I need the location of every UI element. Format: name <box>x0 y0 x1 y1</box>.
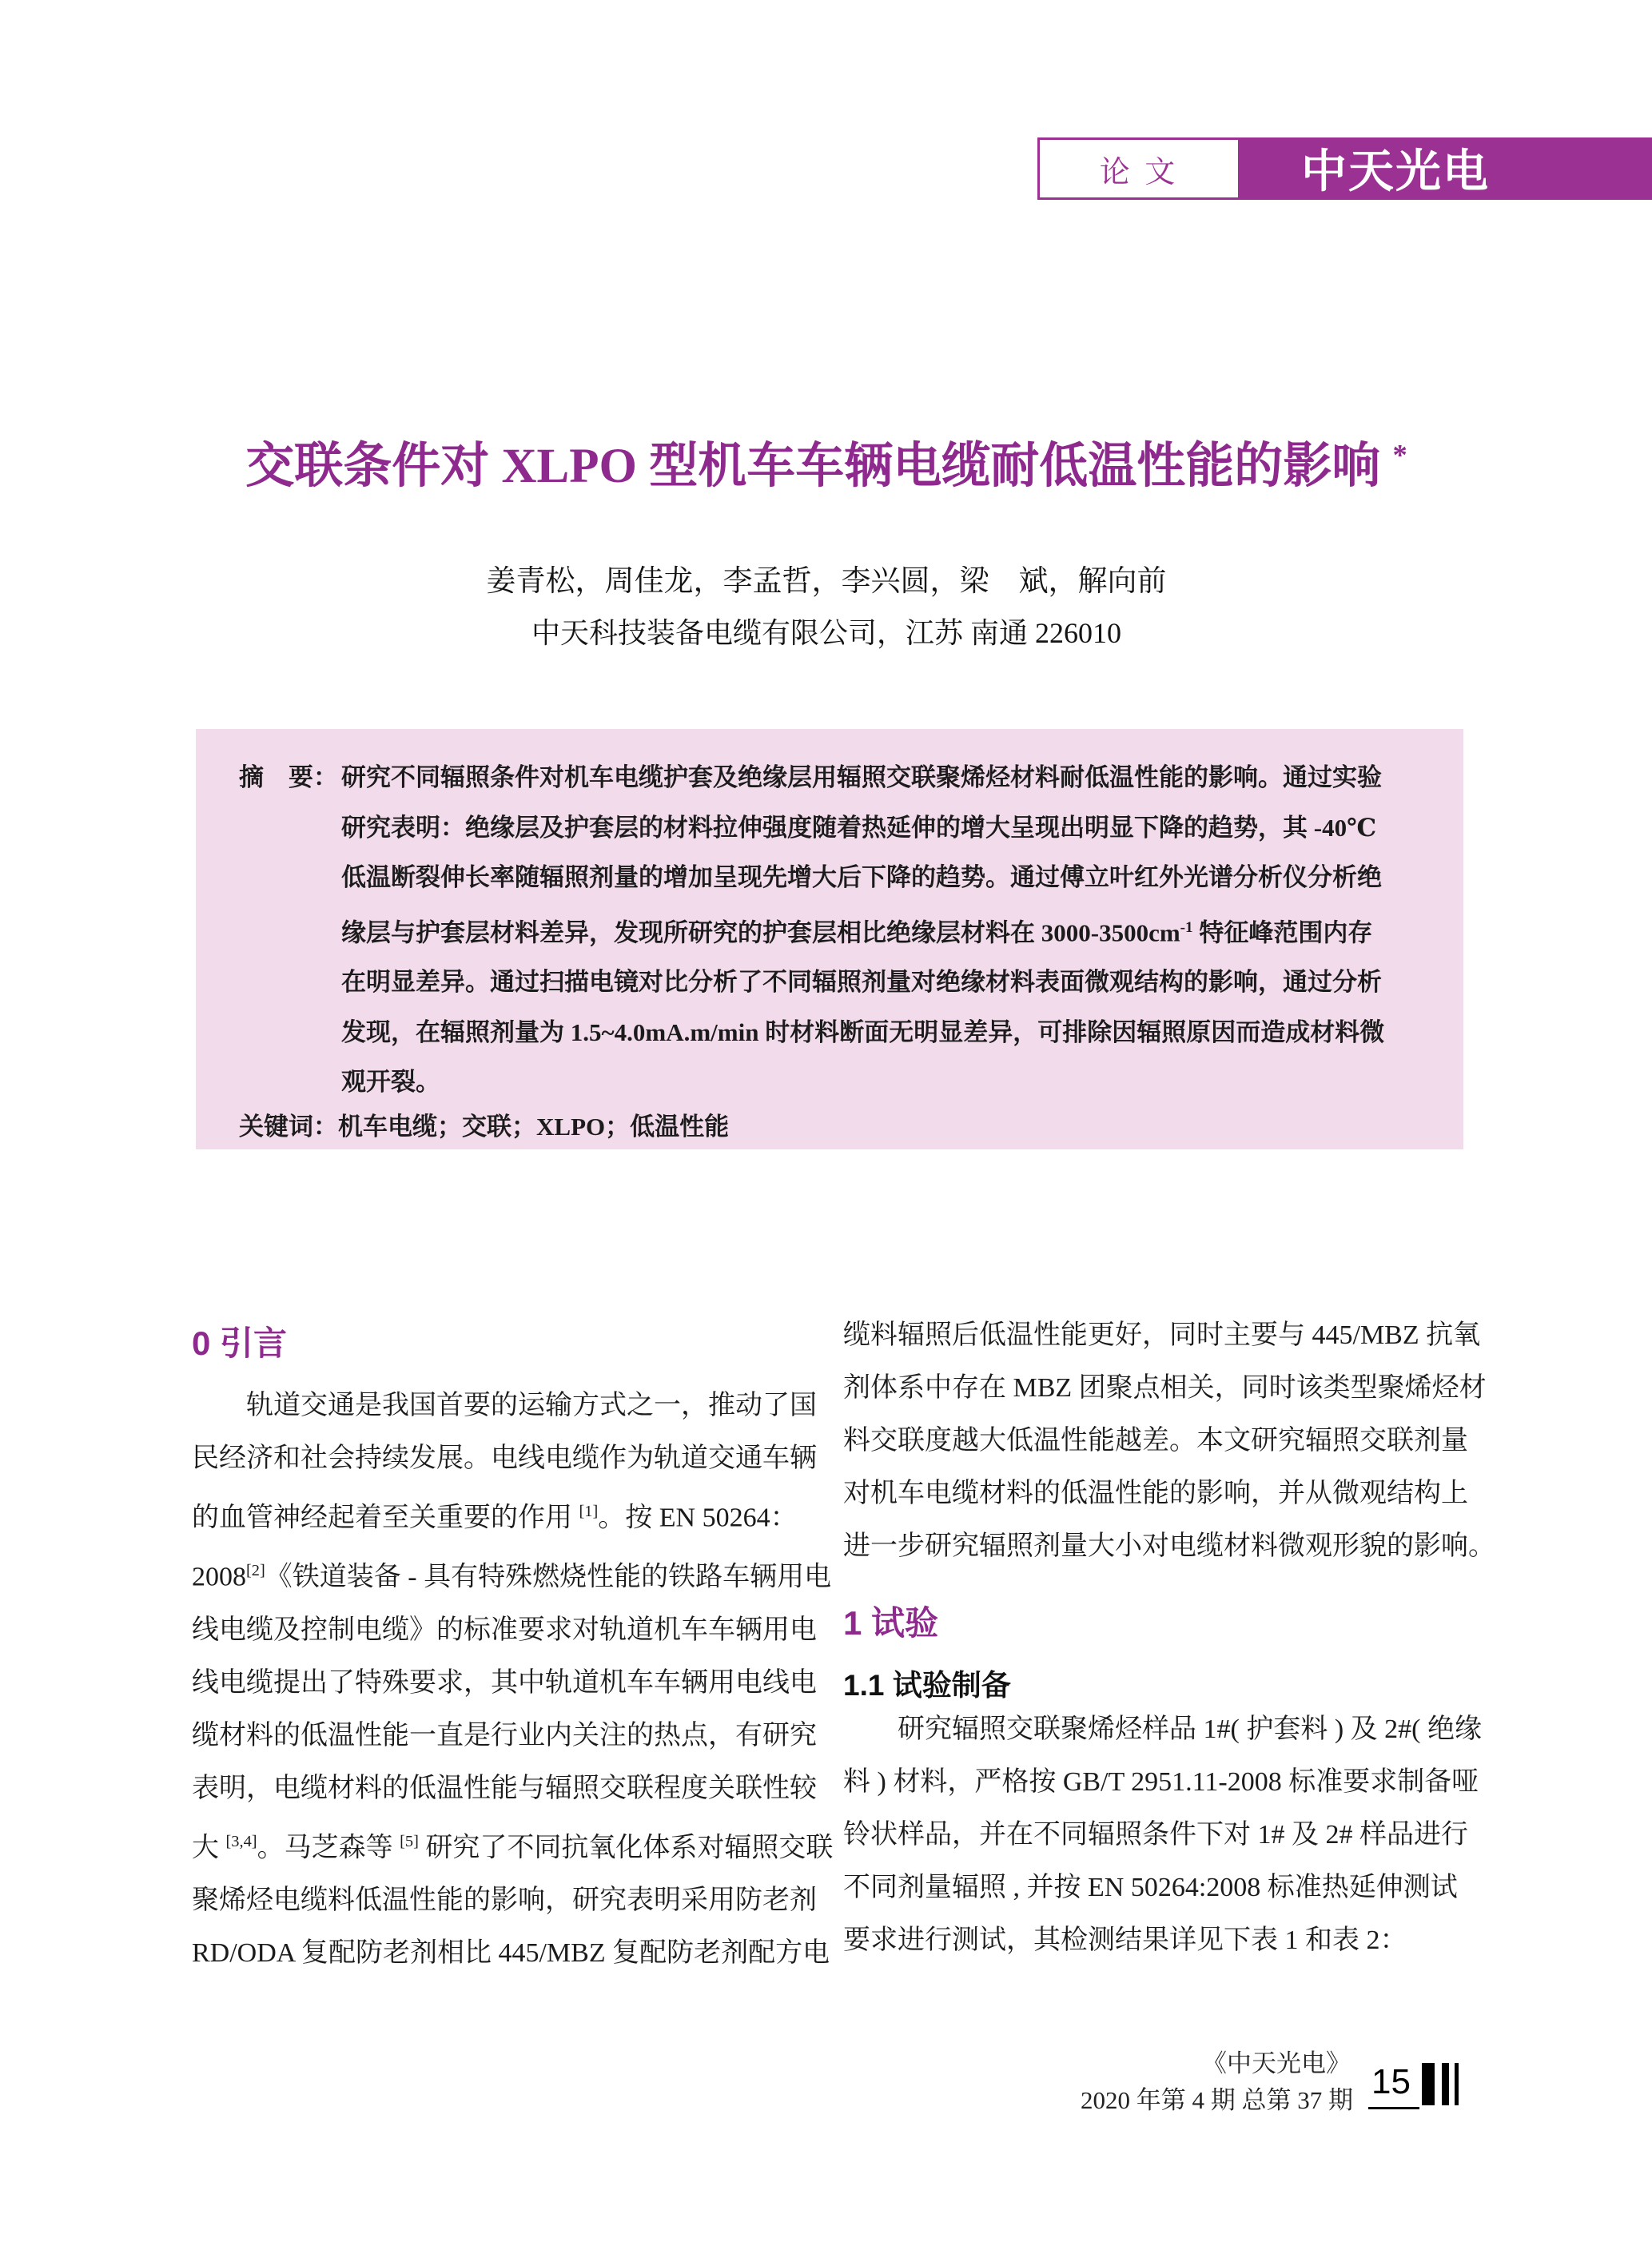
footer-journal-name: 《中天光电》 <box>1202 2049 1351 2077</box>
text-line: 表明，电缆材料的低温性能与辐照交联程度关联性较 <box>192 1773 817 1803</box>
text-line: 研究不同辐照条件对机车电缆护套及绝缘层用辐照交联聚烯烃材料耐低温性能的影响。通过实验 <box>341 763 1382 791</box>
barcode-bar <box>1442 2063 1449 2105</box>
text-line: 观开裂。 <box>341 1068 440 1097</box>
text-line: 轨道交通是我国首要的运输方式之一，推动了国 <box>246 1391 817 1420</box>
text-line: 不同剂量辐照 , 并按 EN 50264:2008 标准热延伸测试 <box>843 1873 1458 1902</box>
barcode-bar <box>1422 2063 1435 2105</box>
section-heading-intro: 0 引言 <box>192 1324 288 1362</box>
keywords-row <box>239 1102 729 1153</box>
abstract-text <box>341 753 1452 1108</box>
page-number-rule <box>1368 2107 1419 2109</box>
text-line: 的血管神经起着至关重要的作用 [1]。按 EN 50264： <box>192 1503 798 1533</box>
text-line: 剂体系中存在 MBZ 团聚点相关，同时该类型聚烯烃材 <box>843 1373 1487 1403</box>
text-line: 民经济和社会持续发展。电线电缆作为轨道交通车辆 <box>192 1444 817 1473</box>
left-column-text <box>192 1380 834 1980</box>
text-line: 研究表明：绝缘层及护套层的材料拉伸强度随着热延伸的增大呈现出明显下降的趋势，其 -40℃ <box>341 813 1377 842</box>
text-line: RD/ODA 复配防老剂相比 445/MBZ 复配防老剂配方电 <box>192 1937 830 1968</box>
page-title <box>190 427 1463 496</box>
right-column-paragraph <box>843 1703 1482 1967</box>
section-heading-experiment: 1 试验 <box>843 1604 939 1642</box>
abstract-label: 摘 要： <box>239 763 338 791</box>
keywords-label: 关键词： <box>239 1113 338 1141</box>
text-line: 聚烯烃电缆料低温性能的影响，研究表明采用防老剂 <box>192 1885 817 1915</box>
journal-brand-logo: 中天光电 <box>1301 144 1490 198</box>
text-line: 料交联度越大低温性能越差。本文研究辐照交联剂量 <box>843 1426 1468 1456</box>
text-line: 要求进行测试，其检测结果详见下表 1 和表 2： <box>843 1925 1407 1955</box>
paper-type-tab <box>1037 137 1240 200</box>
text-line: 低温断裂伸长率随辐照剂量的增加呈现先增大后下降的趋势。通过傅立叶红外光谱分析仪分析绝 <box>341 863 1382 891</box>
abstract-box <box>196 729 1463 1149</box>
page-title-text: 交联条件对 XLPO 型机车车辆电缆耐低温性能的影响 <box>245 440 1381 493</box>
text-line: 线电缆及控制电缆》的标准要求对轨道机车车辆用电 <box>192 1615 817 1645</box>
page-number: 15 <box>1371 2062 1411 2101</box>
text-line: 大 [3,4]。马芝森等 [5] 研究了不同抗氧化体系对辐照交联 <box>192 1832 834 1862</box>
text-line: 在明显差异。通过扫描电镜对比分析了不同辐照剂量对绝缘材料表面微观结构的影响，通过分析 <box>341 968 1382 997</box>
text-line: 缆材料的低温性能一直是行业内关注的热点，有研究 <box>192 1720 817 1750</box>
affiliation-line: 中天科技装备电缆有限公司，江苏 南通 226010 <box>531 617 1121 649</box>
keywords-text: 机车电缆；交联；XLPO；低温性能 <box>338 1113 730 1141</box>
text-line: 发现，在辐照剂量为 1.5~4.0mA.m/min 时材料断面无明显差异，可排除因辐照原因而造成材料微 <box>341 1017 1385 1046</box>
text-line: 缘层与护套层材料差异，发现所研究的护套层相比绝缘层材料在 $3000-3500cm^{-1}$ 特征峰范围内存 <box>341 918 1373 946</box>
text-line: 缆料辐照后低温性能更好，同时主要与 445/MBZ 抗氧 <box>843 1320 1481 1350</box>
paper-type-label: 论 文 <box>1099 155 1179 189</box>
authors-line: 姜青松，周佳龙，李孟哲，李兴圆，梁 斌，解向前 <box>486 565 1167 598</box>
text-line: 研究辐照交联聚烯烃样品 1#( 护套料 ) 及 2#( 绝缘 <box>898 1714 1482 1744</box>
text-line: 对机车电缆材料的低温性能的影响，并从微观结构上 <box>843 1479 1468 1508</box>
barcode-bar <box>1455 2063 1459 2105</box>
header-band <box>1037 137 1652 200</box>
title-footnote-asterisk: * <box>1392 438 1407 472</box>
right-column-top-text <box>843 1309 1495 1573</box>
subsection-heading-preparation: 1.1 试验制备 <box>843 1669 1011 1702</box>
text-line: 2008[2]《铁道装备 - 具有特殊燃烧性能的铁路车辆用电 <box>192 1562 832 1592</box>
text-line: 铃状样品，并在不同辐照条件下对 1# 及 2# 样品进行 <box>843 1820 1468 1850</box>
page-edge-bars <box>1422 2063 1459 2105</box>
text-line: 料 ) 材料，严格按 GB/T 2951.11-2008 标准要求制备哑 <box>843 1767 1479 1797</box>
footer-issue-info: 2020 年第 4 期 总第 37 期 <box>1081 2086 1353 2114</box>
text-line: 进一步研究辐照剂量大小对电缆材料微观形貌的影响。 <box>843 1531 1495 1561</box>
text-line: 线电缆提出了特殊要求，其中轨道机车车辆用电线电 <box>192 1667 817 1698</box>
